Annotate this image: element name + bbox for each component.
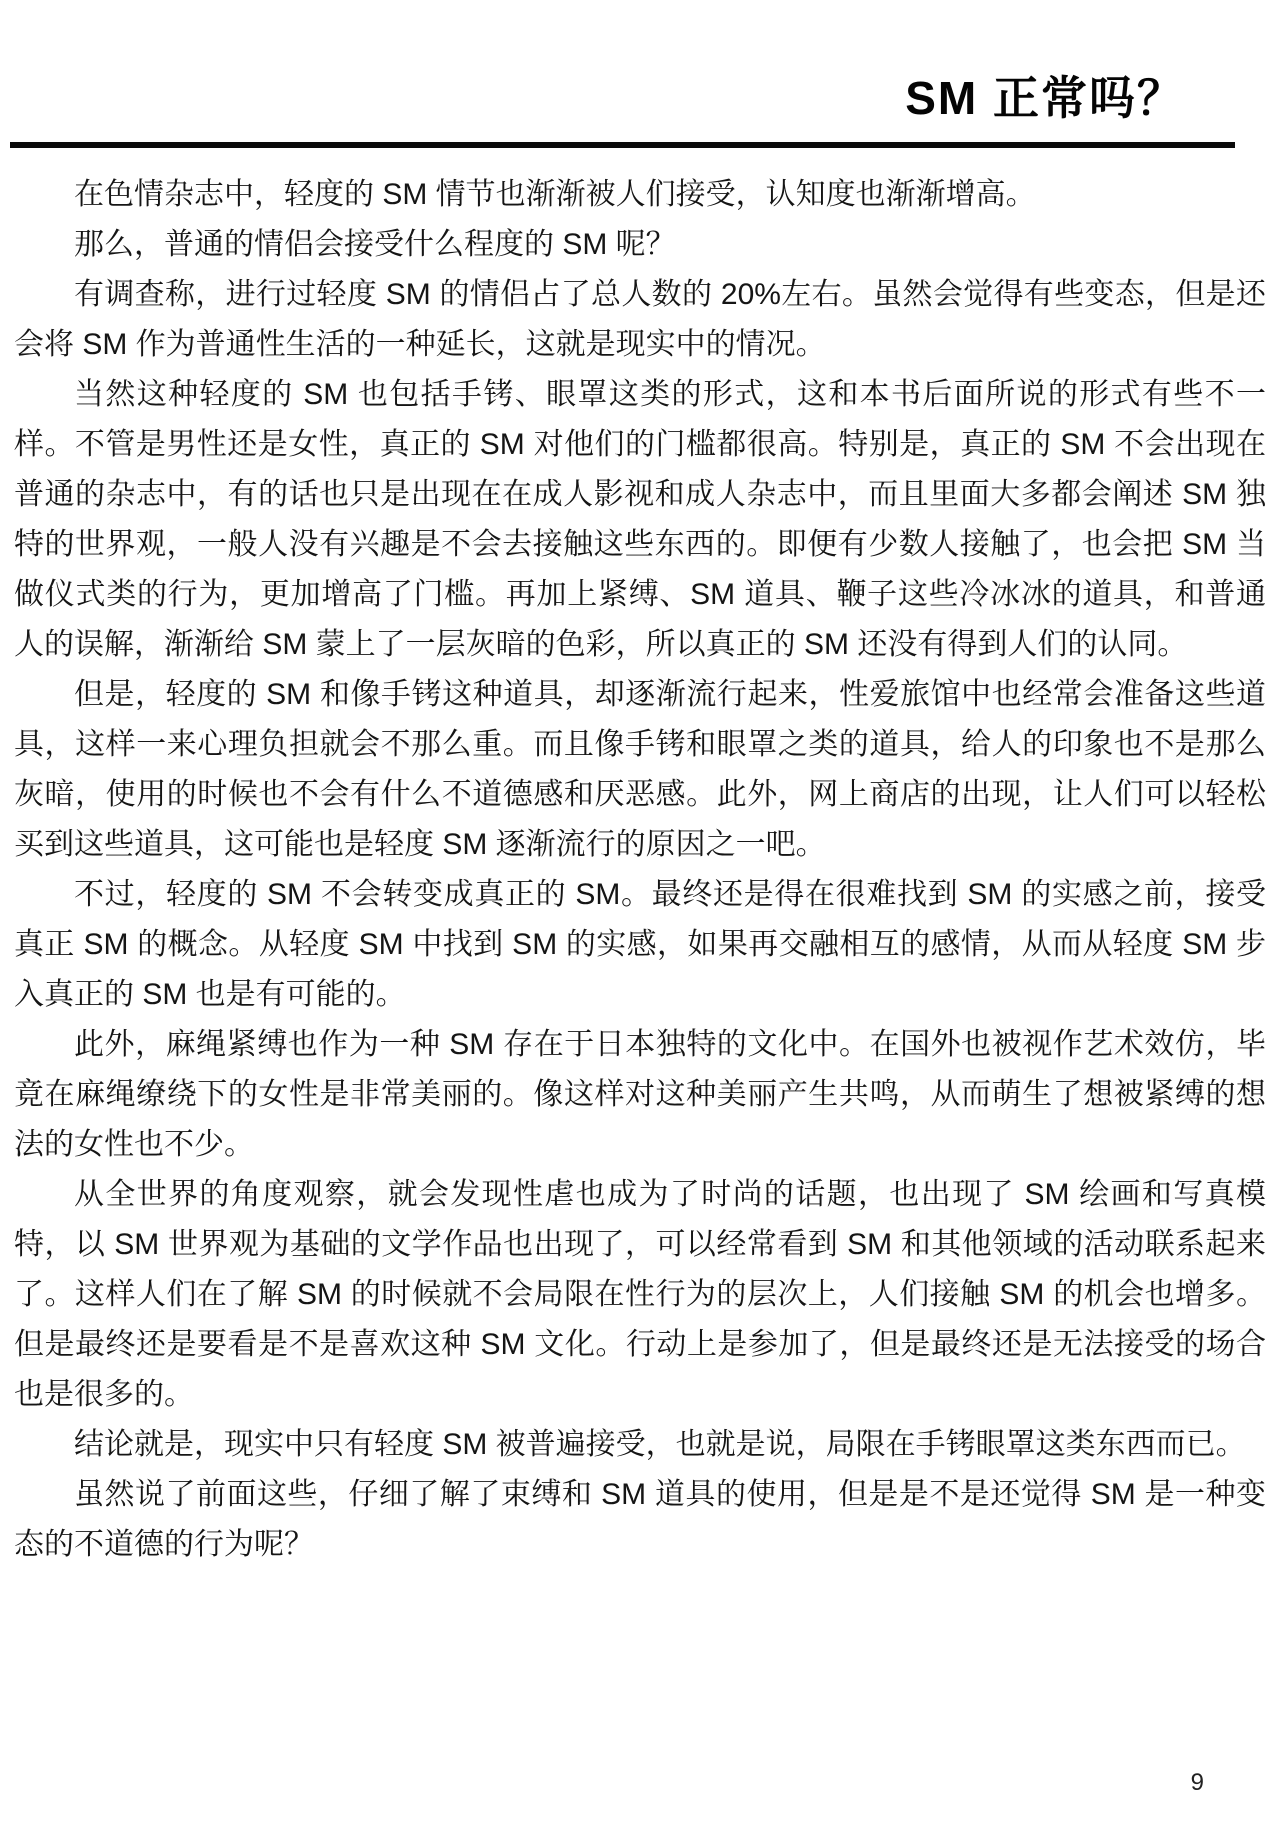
paragraph: 在色情杂志中，轻度的 SM 情节也渐渐被人们接受，认知度也渐渐增高。 — [74, 178, 1036, 211]
paragraph: 那么，普通的情侣会接受什么程度的 SM 呢？ — [74, 228, 676, 261]
paragraph: 不过，轻度的 SM 不会转变成真正的 SM。最终还是得在很难找到 SM 的实感之前，接受真正 SM 的概念。从轻度 SM 中找到 SM 的实感，如果再交融相互的感情，从而从轻度 SM 步入真正的 SM 也是有可能的。 — [14, 878, 1266, 1011]
body-text — [0, 148, 1280, 1570]
paragraph: 有调查称，进行过轻度 SM 的情侣占了总人数的 20%左右。虽然会觉得有些变态，但是还会将 SM 作为普通性生活的一种延长，这就是现实中的情况。 — [14, 278, 1266, 361]
paragraph: 从全世界的角度观察，就会发现性虐也成为了时尚的话题，也出现了 SM 绘画和写真模特，以 SM 世界观为基础的文学作品也出现了，可以经常看到 SM 和其他领域的活动联系起来了。这样人们在了解 SM 的时候就不会局限在性行为的层次上，人们接触 SM 的机会也增多。但是最终还是要看是不是喜欢这种 SM 文化。行动上是参加了，但是最终还是无法接受的场合也是很多的。 — [14, 1178, 1266, 1411]
paragraph: 此外，麻绳紧缚也作为一种 SM 存在于日本独特的文化中。在国外也被视作艺术效仿，毕竟在麻绳缭绕下的女性是非常美丽的。像这样对这种美丽产生共鸣，从而萌生了想被紧缚的想法的女性也不少。 — [14, 1028, 1266, 1161]
paragraph: 虽然说了前面这些，仔细了解了束缚和 SM 道具的使用，但是是不是还觉得 SM 是一种变态的不道德的行为呢？ — [14, 1478, 1266, 1561]
page-header — [0, 0, 1280, 148]
paragraph: 当然这种轻度的 SM 也包括手铐、眼罩这类的形式，这和本书后面所说的形式有些不一样。不管是男性还是女性，真正的 SM 对他们的门槛都很高。特别是，真正的 SM 不会出现在普通的杂志中，有的话也只是出现在在成人影视和成人杂志中，而且里面大多都会阐述 SM 独特的世界观，一般人没有兴趣是不会去接触这些东西的。即便有少数人接触了，也会把 SM 当做仪式类的行为，更加增高了门槛。再加上紧缚、SM 道具、鞭子这些冷冰冰的道具，和普通人的误解，渐渐给 SM 蒙上了一层灰暗的色彩，所以真正的 SM 还没有得到人们的认同。 — [14, 378, 1266, 661]
page-title: SM 正常吗？ — [905, 72, 1185, 124]
paragraph: 但是，轻度的 SM 和像手铐这种道具，却逐渐流行起来，性爱旅馆中也经常会准备这些道具，这样一来心理负担就会不那么重。而且像手铐和眼罩之类的道具，给人的印象也不是那么灰暗，使用的时候也不会有什么不道德感和厌恶感。此外，网上商店的出现，让人们可以轻松买到这些道具，这可能也是轻度 SM 逐渐流行的原因之一吧。 — [14, 678, 1266, 861]
page-number: 9 — [1190, 1769, 1204, 1796]
paragraph: 结论就是，现实中只有轻度 SM 被普遍接受，也就是说，局限在手铐眼罩这类东西而已。 — [74, 1428, 1246, 1461]
page-footer — [1191, 1769, 1204, 1797]
